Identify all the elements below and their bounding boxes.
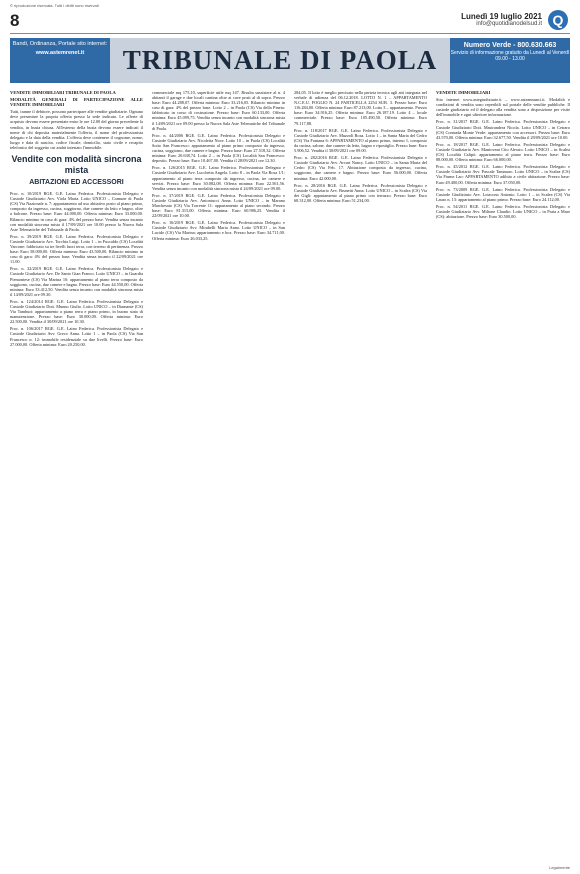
- notice-item: Proc. n. 118/2017 RGE. G.E. Laino Federica. Professionista Delegato e Custode Giudiziario Avv. Muzzolì Rosa. Lotto 1 – in Santa Maria del Cedro (CS) Via Fontana 6: APPARTAMENTO al piano primo, interno 1, composto da cucina, salone, due camere da letto, bagno e ripostiglio. Prezzo base: Euro 5.906,52. Vendita il 30/09/2021 ore 09.00.: [294, 127, 427, 154]
- notice-item: Proc. n. 39/2019 RGE. G.E. Laino Federica. Professionista Delegato e Custode Giudiziario Avv. Torchia Luigi. Lotto 1 – in Fuscaldo (CS) Località Varcone: fabbricato su tre livelli fuori terra, con terreno di pertinenza. Prezzo base: Euro 58.000,00. Offerta minima: Euro 43.500,00. Rilancio minimo in caso di gara: 4% del prezzo base. Vendita senza incanto il 22/09/2021 ore 11.00.: [10, 233, 143, 265]
- notice-item: Proc. n. 32/2019 RGE. G.E. Laino Federica. Professionista Delegato e Custode Giudiziario Avv. De Santo Gian Franco. Lotto UNICO – in Guardia Piemontese (CS) Via Marina 10: appartamento al piano terra composto da soggiorno, cucina, due camere e bagno. Prezzo base: Euro 44.550,00. Offerta minima: Euro 33.412,50. Vendita senza incanto con modalità sincrona mista il 14/09/2021 ore 09.30.: [10, 266, 143, 297]
- intro-heading: VENDITE IMMOBILIARI TRIBUNALE DI PAOLA: [10, 90, 116, 95]
- notice-item: Proc. n. 31/2017 RGE. G.E. Laino Federica. Professionista Delegato e Custode Giudiziario Dott. Mastrandrea Nicola. Lotto UNICO – in Cetraro (CS) Contrada Monte Verde: appartamento con accessori. Prezzo base: Euro 43.570,00. Offerta minima: Euro 32.677,50. Vendita il 29/09/2021 ore 10.00.: [436, 119, 570, 140]
- issue-date: Lunedì 19 luglio 2021: [461, 12, 542, 21]
- notice-item: Proc. n. 44/2006 RGE. G.E. Laino Federica. Professionista Delegato e Custode Giudiziario Avv. Nicoletta Noce. Lotto 10 – in Paola (CS) Località Sotto San Francesco: appartamento al piano primo composto da ingresso, cucina, soggiorno, due camere e bagno. Prezzo base: Euro 27.518,32. Offerta minima: Euro 20.638,74. Lotto 2 – in Paola (CS) Località San Francesco: deposito. Prezzo base: Euro 10.467,00. Vendita il 28/09/2021 ore 12.30.: [152, 132, 285, 164]
- notice-item: Proc. n. 124/2014 RGE. G.E. Laino Federica. Professionista Delegato e Custode Giudiziario Dott. Munno Giulio. Lotto UNICO – in Diamante (CS) Via Tamburi: appartamento a piano terra e piano primo, in buono stato di manutenzione. Prezzo base: Euro 30.000,00. Offerta minima: Euro 22.500,00. Vendita il 30/09/2021 ore 10.30.: [10, 298, 143, 325]
- notice-item: Proc. n. 54/2011 RGE. G.E. Laino Federica. Professionista Delegato e Custode Giudiziario Avv. Milione Claudio. Lotto UNICO – in Praia a Mare (CS): abitazione. Prezzo base: Euro 30.500,00.: [436, 203, 570, 220]
- banner-title: TRIBUNALE DI PAOLA: [122, 45, 438, 75]
- notice-item: Proc. n. 18/2017 RGE. G.E. Laino Federica. Professionista Delegato e Custode Giudiziario Avv. Mantovani Cito Alessio. Lotto UNICO – in Scalea (CS) Località Calipò: appartamento al piano terra. Prezzo base: Euro 88.000,00. Offerta minima: Euro 66.000,00.: [436, 141, 570, 163]
- notice-item: Proc. n. 28/2016 RGE. G.E. Laino Federica. Professionista Delegato e Custode Giudiziario Avv. Brunetti Anna. Lotto UNICO – in Scalea (CS) Via dei Gigli: appartamento al piano primo con terrazzo. Prezzo base: Euro 68.312,00. Offerta minima: Euro 51.234,00.: [294, 182, 427, 203]
- notice-item: Proc. n. 16/2019 RGE. G.E. Laino Federica. Professionista Delegato e Custode Giudiziario Avv. Mirabelli Maria Anna. Lotto UNICO – in San Lucido (CS) Via Marina: appartamento e box. Prezzo base: Euro 34.711,00. Offerta minima: Euro 26.033,25.: [152, 220, 285, 241]
- section-title: Vendite con modalità sincrona mista: [11, 154, 142, 176]
- column4-heading: VENDITE IMMOBILIARI: [436, 90, 491, 95]
- column4-intro: Sito internet www.astegiudiziarie.it – www.asteannunci.it. Modalità e condizioni di vendita sono reperibili sul portale delle vendite pubbliche. Il custode giudiziario ed il delegato alla vendita sono a disposizione per visite dell'immobile e ogni ulteriore informazione.: [436, 97, 570, 118]
- notice-item: commerciale mq 175,10, superficie utile mq 147. Risulta sussistere al n. 4 abitanti il garage e due locali cantina oltre ai cave posti al di sopra. Prezzo base: Euro 44.288,07. Offerta minima: Euro 33.216,05. Rilancio minimo in caso di gara: 4% del prezzo base. Lotto 2 – in Paola (CS) Via della Pineta: fabbricato in corso di costruzione. Prezzo base: Euro 60.133,00. Offerta minima: Euro 45.099,75. Vendita senza incanto con modalità sincrona mista il 14/09/2021 ore 09.00 presso la Nuova Sala Aste Telematiche del Tribunale di Paola.: [152, 90, 285, 131]
- notice-item: Proc. n. 126/2015 RGE. G.E. Laino Federica. Professionista Delegato e Custode Giudiziario Avv. Lucchetta Angela. Lotto 8 – in Paola Via Rosa 1/1: appartamento al piano terra composto da ingresso, cucina, tre camere e servizi. Prezzo base: Euro 30.082,08. Offerta minima: Euro 22.561,56. Vendita senza incanto con modalità sincrona mista il 24/09/2021 ore 09.00.: [152, 165, 285, 191]
- notice-item: Proc. n. 106/2017 RGE. G.E. Laino Federica. Professionista Delegato e Custode Giudiziario Avv. Greco Anna. Lotto 1 – in Paola (CS) Via San Francesco n. 12: immobile residenziale su due livelli. Prezzo base: Euro 27.000,00. Offerta minima: Euro 20.250,00.: [10, 326, 143, 347]
- dateline: [461, 12, 542, 27]
- notice-item: Proc. n. 45/2012 RGE. G.E. Laino Federica. Professionista Delegato e Custode Giudiziario Avv. Pascale Tammaro. Lotto UNICO – in Scalea (CS) Via Fiume Lao: APPARTAMENTO adibito a civile abitazione. Prezzo base: Euro 49.400,00. Offerta minima: Euro 37.050,00.: [436, 164, 570, 185]
- notice-item: 284,05. Il lotto è meglio precisato nella perizia tecnica agli atti integrata nel verbale di udienza del 06.12.2018. LOTTO N. 1 – APPARTAMENTO N.C.E.U. FOGLIO N. 24 PARTICELLA 2254 SUB. 3. Prezzo base: Euro 116.284,00. Offerta minima: Euro 87.213,00. Lotto 3 – appartamento. Prezzo base: Euro 34.916,25. Offerta minima: Euro 26.187,19. Lotto 4 – locale commerciale. Prezzo base: Euro 105.490,50. Offerta minima: Euro 79.117,88.: [294, 90, 427, 126]
- banner-left-box: [10, 38, 110, 83]
- page-number: 8: [10, 11, 20, 30]
- notice-item: Proc. n. 73/2009 RGE. G.E. Laino Federica. Professionista Delegato e Custode Giudiziario Avv. Loiacono Antonio. Lotto 1 – in Scalea (CS) Via Lauro n. 13: appartamento al piano primo. Prezzo base: Euro 24.112,00.: [436, 186, 570, 202]
- column-3: [294, 90, 427, 868]
- toll-free-number: Numero Verde - 800.630.663: [463, 42, 557, 49]
- service-hours: Servizio di informazione gratuito da Lunedì al Venerdì 09.00 - 13.00: [450, 50, 570, 62]
- footer-stamp: Legalmente: [549, 865, 570, 870]
- top-copyright-note: © riproduzione riservata. Tutti i diritti sono riservati: [10, 3, 99, 8]
- column-2: [152, 90, 285, 868]
- banner-website-link[interactable]: www.astemrenet.it: [35, 50, 85, 56]
- banner-right-box: [450, 38, 570, 83]
- column-4: [436, 90, 570, 868]
- section-banner: [10, 38, 570, 83]
- notice-item: Proc. n. 10/2019 RGE. G.E. Laino Federica. Professionista Delegato e Custode Giudiziario Avv. Viola Marta. Lotto UNICO – Comune di Paola (CS) Via Nazionale n. 7: appartamento ad uso abitativo posto al piano primo, composto da ingresso, cucina, soggiorno, due camere da letto e bagno, oltre a balcone. Prezzo base: Euro 44.000,00. Offerta minima: Euro 33.000,00. Rilancio minimo in caso di gara: 4% del prezzo base. Vendita senza incanto con modalità sincrona mista il 17/09/2021 ore 10.00 presso la Nuova Sala Aste Telematiche del Tribunale di Paola.: [10, 191, 143, 232]
- newspaper-logo: Q: [548, 10, 568, 30]
- intro-subheading: MODALITÀ GENERALI DI PARTECIPAZIONE ALLE VENDITE IMMOBILIARI: [10, 97, 143, 108]
- column-1: [10, 90, 143, 868]
- notice-item: Proc. n. 282/2016 RGE. G.E. Laino Federica. Professionista Delegato e Custode Giudiziario Avv. Arcuri Nancy. Lotto UNICO – in Santa Maria del Cedro (CS) Via Feb. 17. Abitazione composta da ingresso, cucina, soggiorno, due camere e bagno. Prezzo base: Euro 56.000,00. Offerta minima: Euro 42.000,00.: [294, 155, 427, 181]
- notice-item: Proc. n. 37/2019 RGE. G.E. Laino Federica. Professionista Delegato e Custode Giudiziario Avv. Antoniucci Anna. Lotto UNICO – in Marano Marchesato (CS) Via Torrente 11: appartamento al piano secondo. Prezzo base: Euro 81.315,00. Offerta minima: Euro 60.986,25. Vendita il 22/09/2021 ore 10.00.: [152, 192, 285, 219]
- notices-columns: [10, 90, 570, 868]
- intro-text: Tutti, tranne il debitore, possono partecipare alle vendite giudiziarie. Ognuno deve presentare la propria offerta presso la sede indicata. Le offerte di acquisto devono essere presentate entro le ore 12.00 del giorno precedente la vendita, in busta chiusa. All'esterno della busta devono essere indicati il nome di chi deposita materialmente l'offerta, il nome del professionista delegato e la data della vendita. L'offerta deve contenere il cognome, nome, luogo e data di nascita, codice fiscale, domicilio, stato civile e recapito telefonico del soggetto cui andrà intestato l'immobile.: [10, 109, 143, 150]
- section-subtitle: ABITAZIONI ED ACCESSORI: [29, 179, 124, 187]
- contact-email[interactable]: info@quotidianodelsud.it: [476, 21, 542, 27]
- banner-left-text: Bandi, Ordinanza, Portale sito internet:: [12, 41, 108, 47]
- header-divider: [10, 33, 570, 34]
